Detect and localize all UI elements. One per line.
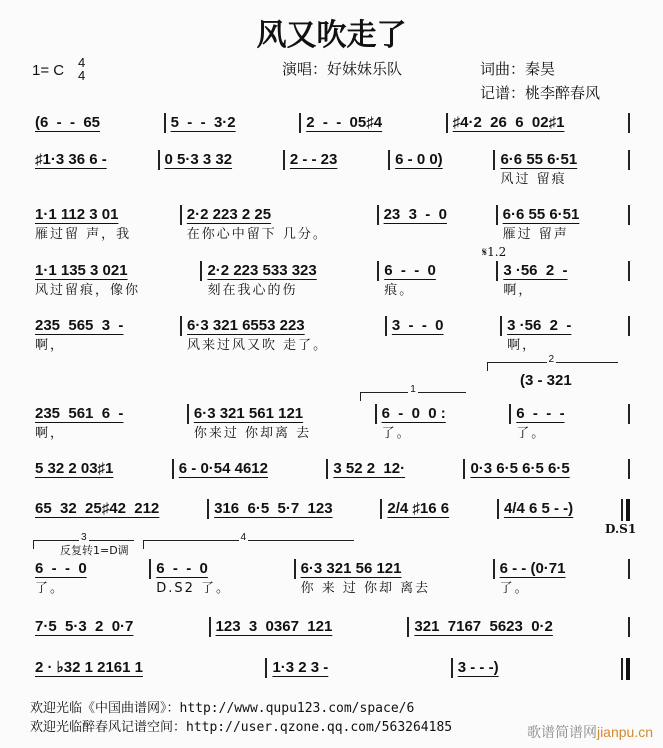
- score-row: [30, 499, 630, 521]
- measure-cell: [285, 150, 388, 172]
- footer-line-1: 欢迎光临《中国曲谱网》：http://www.qupu123.com/space/6: [30, 701, 415, 716]
- time-signature: [78, 56, 85, 82]
- measure-cell: [379, 205, 496, 227]
- score-row: [30, 658, 630, 680]
- measure: 6 - - 0: [35, 560, 87, 577]
- measure-cell: [499, 499, 621, 519]
- measure: 2/4 ♯16 6: [387, 500, 450, 517]
- volta-1: [360, 384, 466, 401]
- measure: 6·6 55 6·51: [500, 151, 578, 168]
- measure: 321 7167 5623 0·2: [414, 618, 553, 635]
- measure: 6 - - (0·71: [499, 560, 566, 577]
- measure: 316 6·5 5·7 123: [214, 500, 333, 517]
- lyric: 你 来 过 你却 离去: [300, 581, 431, 596]
- measure: 1·3 2 3 -: [272, 659, 329, 676]
- measure-cell: [465, 459, 628, 479]
- measure: 1·1 135 3 021: [35, 262, 128, 279]
- volta-2: [487, 354, 618, 371]
- measure: 3 ·56 2 -: [507, 317, 572, 334]
- measure: 235 565 3 -: [35, 317, 124, 334]
- singer: 演唱：好妹妹乐队: [282, 60, 403, 78]
- volta-3-label: 3: [81, 532, 87, 543]
- measure-cell: [296, 559, 493, 596]
- measure: 5 - - 3·2: [170, 114, 236, 131]
- watermark-cn: 歌谱简谱网: [526, 724, 597, 740]
- measure: 65 32 25♯42 212: [35, 500, 160, 517]
- measure-cell: [209, 499, 380, 519]
- lyric: 啊，: [507, 338, 538, 353]
- measure-cell: [453, 658, 621, 678]
- measure-cell: [174, 459, 327, 479]
- volta-1-label: 1: [410, 384, 416, 395]
- measure: ♯1·3 36 6 -: [35, 151, 107, 168]
- composer: 词曲：秦昊: [480, 60, 556, 78]
- lyric: 刻在我心的伤: [207, 283, 298, 298]
- measure-cell: [498, 261, 628, 298]
- measure: 2·2 223 533 323: [207, 262, 317, 279]
- lyric: 了。: [499, 581, 530, 596]
- measure-cell: [390, 150, 493, 172]
- measure: 6 - 0 0 :: [381, 405, 446, 422]
- volta-4: [143, 532, 354, 549]
- measure: 6·3 321 56 121: [300, 560, 402, 577]
- lyric: 你来过 你却离 去: [193, 426, 312, 441]
- barline: [628, 150, 630, 170]
- volta-2-label: 2: [548, 354, 555, 365]
- measure-cell: [30, 150, 158, 172]
- measure: 6·3 321 6553 223: [187, 317, 305, 334]
- measure: 3 ·56 2 -: [503, 262, 568, 279]
- measure: 3 - - 0: [391, 317, 444, 334]
- lyric: 啊，: [503, 283, 534, 298]
- barline: [628, 316, 630, 336]
- lyric: 了。: [381, 426, 412, 441]
- footer-line-2: 欢迎光临醉春风记谱空间：http://user.qzone.qq.com/563264185: [30, 720, 453, 735]
- lyric: 了。: [516, 426, 547, 441]
- lyric: 了。: [35, 581, 66, 596]
- measure-cell: [30, 499, 207, 519]
- measure-cell: [267, 658, 450, 678]
- score-row: [30, 316, 630, 353]
- time-top: 4: [78, 55, 86, 70]
- lyric: 啊，: [35, 426, 66, 441]
- measure-cell: [511, 404, 628, 441]
- key-signature: 1= C: [32, 62, 65, 79]
- measure: 4/4 6 5 - -): [503, 500, 574, 517]
- score-row: [30, 205, 630, 242]
- barline: [621, 658, 630, 680]
- measure: 6 - - 0: [156, 560, 208, 577]
- measure: 2·2 223 2 25: [186, 206, 272, 223]
- measure-cell: [160, 150, 283, 172]
- measure-cell: [151, 559, 293, 596]
- measure: 23 3 - 0: [383, 206, 447, 223]
- measure: 6·3 321 561 121: [193, 405, 304, 422]
- measure-cell: [30, 658, 265, 678]
- measure-cell: [387, 316, 500, 338]
- score-row: [30, 559, 630, 596]
- lyric: 雁过 留声: [502, 227, 569, 242]
- measure-cell: [30, 316, 180, 353]
- lyric: 啊，: [35, 338, 66, 353]
- measure-cell: [30, 459, 172, 479]
- score-row: [30, 261, 630, 298]
- measure: 6 - - -: [516, 405, 565, 422]
- barline: [628, 459, 630, 479]
- score-row: [30, 459, 630, 479]
- time-bottom: 4: [78, 68, 86, 83]
- measure-cell: [30, 205, 180, 242]
- measure: 0 5·3 3 32: [164, 151, 233, 168]
- score-row: [30, 113, 630, 133]
- barline: [628, 617, 630, 637]
- score-row: [30, 617, 630, 637]
- measure-cell: [166, 113, 300, 133]
- measure-cell: [182, 205, 377, 242]
- watermark-logo: [527, 724, 653, 740]
- measure-cell: [30, 559, 149, 596]
- measure: 5 32 2 03♯1: [35, 460, 114, 477]
- measure: 6 - - 0: [384, 262, 436, 279]
- measure: 6 - 0 0): [395, 151, 443, 168]
- lyric: 雁过留 声，我: [35, 227, 132, 242]
- measure-cell: [328, 459, 463, 479]
- measure-cell: [30, 617, 209, 637]
- volta-2-notes: (3 - 321: [520, 372, 572, 389]
- barline: [628, 559, 630, 579]
- measure-cell: [498, 205, 628, 242]
- volta-4-label: 4: [240, 532, 247, 543]
- song-title: 风又吹走了: [256, 18, 407, 53]
- repeat-note: 反复转1=D调: [60, 544, 129, 557]
- measure-cell: [189, 404, 375, 441]
- measure: 6·6 55 6·51: [502, 206, 580, 223]
- measure: 2 - - 05♯4: [306, 114, 383, 131]
- transcriber: 记谱：桃李醉春风: [480, 84, 601, 102]
- lyric: 风过留痕，像你: [35, 283, 141, 298]
- measure: 1·1 112 3 01: [35, 206, 119, 223]
- measure-cell: [202, 261, 377, 298]
- measure: 3 52 2 12·: [333, 460, 406, 477]
- barline: [628, 261, 630, 281]
- score-row: [30, 150, 630, 187]
- lyric: 痕。: [384, 283, 415, 298]
- measure-cell: [495, 559, 628, 596]
- lyric: D.S2 了。: [156, 581, 232, 596]
- measure: (6 - - 65: [35, 114, 101, 131]
- ds1-mark: D.S1: [605, 522, 637, 536]
- measure: 123 3 0367 121: [215, 618, 333, 635]
- barline: [628, 404, 630, 424]
- lyric: 在你心中留下 几分。: [186, 227, 328, 242]
- lyric: 风来过风又吹 走了。: [187, 338, 329, 353]
- barline: [628, 205, 630, 225]
- measure: 7·5 5·3 2 0·7: [35, 618, 134, 635]
- measure-cell: [379, 261, 496, 298]
- measure-cell: [30, 404, 187, 441]
- barline: [628, 113, 630, 133]
- measure-cell: [502, 316, 628, 353]
- score-row: [30, 404, 630, 441]
- measure-cell: [211, 617, 408, 637]
- measure-cell: [182, 316, 385, 353]
- measure-cell: [30, 261, 200, 298]
- measure-cell: [301, 113, 445, 133]
- measure: 3 - - -): [457, 659, 499, 676]
- lyric: 风过 留痕: [500, 172, 567, 187]
- measure-cell: [495, 150, 628, 187]
- barline: [621, 499, 630, 521]
- measure: 2 - - 23: [289, 151, 338, 168]
- measure: 2 · ♭32 1 2161 1: [35, 659, 143, 676]
- measure-cell: [448, 113, 628, 133]
- watermark-en: jianpu.cn: [596, 724, 653, 740]
- measure: 235 561 6 -: [35, 405, 124, 422]
- measure: 6 - 0·54 4612: [178, 460, 268, 477]
- measure-cell: [409, 617, 628, 637]
- measure: ♯4·2 26 6 02♯1: [452, 114, 565, 131]
- measure-cell: [382, 499, 497, 519]
- segno-mark: 𝄋1.2: [482, 245, 507, 259]
- measure-cell: [377, 404, 510, 441]
- measure-cell: [30, 113, 164, 133]
- measure: 0·3 6·5 6·5 6·5: [470, 460, 570, 477]
